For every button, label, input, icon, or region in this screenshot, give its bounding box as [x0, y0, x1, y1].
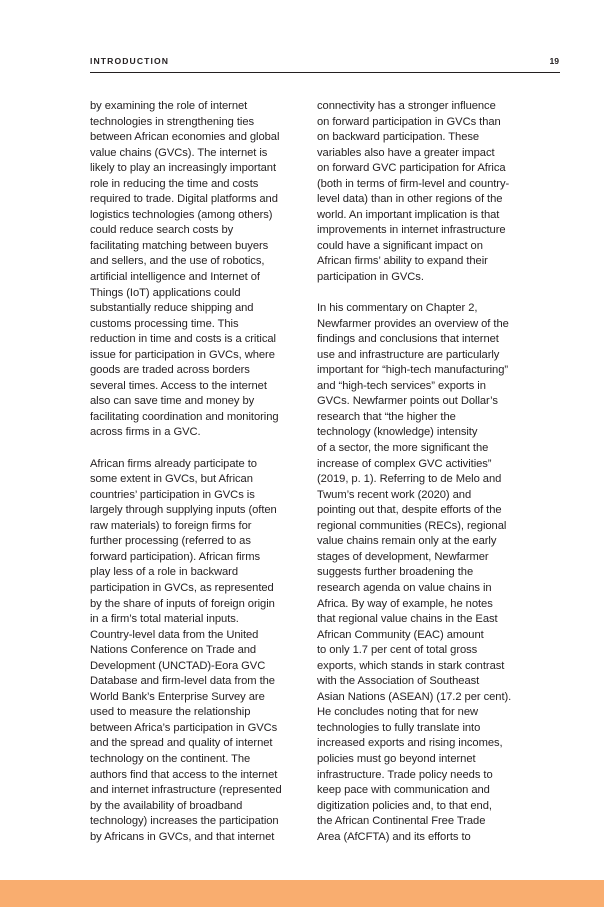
- text-line: GVCs. Newfarmer points out Dollar’s: [317, 395, 498, 408]
- text-line: by the share of inputs of foreign origin: [90, 597, 275, 610]
- text-line: research that “the higher the: [317, 410, 456, 423]
- text-line: pointing out that, despite efforts of the: [317, 504, 502, 517]
- text-line: increased exports and rising incomes,: [317, 737, 503, 750]
- text-line: Asian Nations (ASEAN) (17.2 per cent).: [317, 690, 512, 703]
- text-line: in a firm’s total material inputs.: [90, 613, 239, 626]
- text-line: logistics technologies (among others): [90, 208, 273, 221]
- text-line: by Africans in GVCs, and that internet: [90, 830, 275, 843]
- text-line: stages of development, Newfarmer: [317, 550, 489, 563]
- text-line: Database and firm-level data from the: [90, 675, 275, 688]
- text-line: African firms’ ability to expand their: [317, 255, 488, 268]
- page-number: 19: [549, 56, 559, 66]
- text-line: required to trade. Digital platforms and: [90, 193, 278, 206]
- text-line: of a sector, the more significant the: [317, 442, 489, 455]
- paragraph: [90, 457, 310, 846]
- text-line: also can save time and money by: [90, 395, 255, 408]
- text-line: Africa. By way of example, he notes: [317, 597, 493, 610]
- running-header: [90, 55, 560, 73]
- text-line: facilitating coordination and monitoring: [90, 410, 279, 423]
- text-line: by examining the role of internet: [90, 100, 248, 112]
- text-line: that regional value chains in the East: [317, 613, 498, 626]
- text-line: and “high-tech services” exports in: [317, 379, 486, 392]
- text-line: regional communities (RECs), regional: [317, 519, 507, 532]
- text-line: technologies to fully translate into: [317, 721, 481, 734]
- text-line: artificial intelligence and Internet of: [90, 271, 260, 284]
- text-line: likely to play an increasingly important: [90, 162, 277, 175]
- text-line: goods are traded across borders: [90, 364, 250, 377]
- text-line: participation in GVCs.: [317, 271, 424, 284]
- footer-color-band: [0, 880, 604, 907]
- text-line: Newfarmer provides an overview of the: [317, 317, 509, 330]
- text-line: could have a significant impact on: [317, 239, 483, 252]
- text-line: connectivity has a stronger influence: [317, 100, 496, 112]
- paragraph: [90, 99, 310, 441]
- text-line: and internet infrastructure (represented: [90, 784, 282, 797]
- text-line: value chains (GVCs). The internet is: [90, 146, 268, 159]
- text-line: and sellers, and the use of robotics,: [90, 255, 265, 268]
- text-line: role in reducing the time and costs: [90, 177, 259, 190]
- text-line: and the spread and quality of internet: [90, 737, 273, 750]
- section-title: INTRODUCTION: [90, 56, 170, 66]
- text-line: Country-level data from the United: [90, 628, 259, 641]
- text-line: In his commentary on Chapter 2,: [317, 302, 478, 315]
- text-line: research agenda on value chains in: [317, 581, 492, 594]
- text-line: (both in terms of firm-level and country-: [317, 177, 510, 190]
- text-line: facilitating matching between buyers: [90, 239, 269, 252]
- text-line: could reduce search costs by: [90, 224, 234, 237]
- text-line: He concludes noting that for new: [317, 706, 479, 719]
- text-line: African Community (EAC) amount: [317, 628, 484, 641]
- text-line: policies must go beyond internet: [317, 752, 476, 765]
- text-line: used to measure the relationship: [90, 706, 251, 719]
- text-line: world. An important implication is that: [317, 208, 500, 221]
- text-line: forward participation). African firms: [90, 550, 261, 563]
- text-line: on forward participation in GVCs than: [317, 115, 501, 128]
- text-line: Twum’s recent work (2020) and: [317, 488, 472, 501]
- text-line: improvements in internet infrastructure: [317, 224, 506, 237]
- text-line: technology) increases the participation: [90, 815, 279, 828]
- text-line: the African Continental Free Trade: [317, 815, 486, 828]
- text-line: technology on the continent. The: [90, 752, 251, 765]
- text-line: Nations Conference on Trade and: [90, 644, 257, 657]
- paragraph: [317, 99, 539, 286]
- text-line: on backward participation. These: [317, 131, 480, 144]
- text-line: several times. Access to the internet: [90, 379, 267, 392]
- text-line: variables also have a greater impact: [317, 146, 495, 159]
- text-line: technology (knowledge) intensity: [317, 426, 478, 439]
- text-line: findings and conclusions that internet: [317, 333, 499, 346]
- text-line: reduction in time and costs is a critical: [90, 333, 276, 346]
- text-line: Development (UNCTAD)-Eora GVC: [90, 659, 266, 672]
- text-line: Area (AfCFTA) and its efforts to: [317, 830, 471, 843]
- text-line: across firms in a GVC.: [90, 426, 201, 439]
- text-line: largely through supplying inputs (often: [90, 504, 277, 517]
- paragraph-gap: [90, 441, 310, 457]
- text-line: by the availability of broadband: [90, 799, 243, 812]
- text-line: increase of complex GVC activities”: [317, 457, 492, 470]
- text-line: between African economies and global: [90, 131, 280, 144]
- left-text-column: [90, 99, 310, 845]
- text-line: countries’ participation in GVCs is: [90, 488, 255, 501]
- paragraph: [317, 301, 539, 845]
- text-line: customs processing time. This: [90, 317, 239, 330]
- text-line: keep pace with communication and: [317, 784, 490, 797]
- text-line: (2019, p. 1). Referring to de Melo and: [317, 473, 502, 486]
- text-line: substantially reduce shipping and: [90, 302, 254, 315]
- right-text-column: [317, 99, 539, 845]
- text-line: some extent in GVCs, but African: [90, 473, 253, 486]
- text-line: participation in GVCs, as represented: [90, 581, 274, 594]
- text-line: raw materials) to foreign firms for: [90, 519, 252, 532]
- text-line: African firms already participate to: [90, 457, 257, 470]
- text-line: play less of a role in backward: [90, 566, 239, 579]
- text-line: exports, which stands in stark contrast: [317, 659, 505, 672]
- text-line: suggests further broadening the: [317, 566, 474, 579]
- text-line: with the Association of Southeast: [317, 675, 480, 688]
- text-line: technologies in strengthening ties: [90, 115, 255, 128]
- text-line: digitization policies and, to that end,: [317, 799, 492, 812]
- text-line: level data) than in other regions of the: [317, 193, 503, 206]
- paragraph-gap: [317, 286, 539, 302]
- text-line: value chains remain only at the early: [317, 535, 497, 548]
- text-line: use and infrastructure are particularly: [317, 348, 500, 361]
- text-line: issue for participation in GVCs, where: [90, 348, 275, 361]
- text-line: between Africa’s participation in GVCs: [90, 721, 278, 734]
- text-line: Things (IoT) applications could: [90, 286, 241, 299]
- text-line: World Bank’s Enterprise Survey are: [90, 690, 265, 703]
- text-line: further processing (referred to as: [90, 535, 251, 548]
- text-line: infrastructure. Trade policy needs to: [317, 768, 493, 781]
- text-line: on forward GVC participation for Africa: [317, 162, 506, 175]
- text-line: to only 1.7 per cent of total gross: [317, 644, 478, 657]
- text-line: authors find that access to the internet: [90, 768, 278, 781]
- text-line: important for “high-tech manufacturing”: [317, 364, 509, 377]
